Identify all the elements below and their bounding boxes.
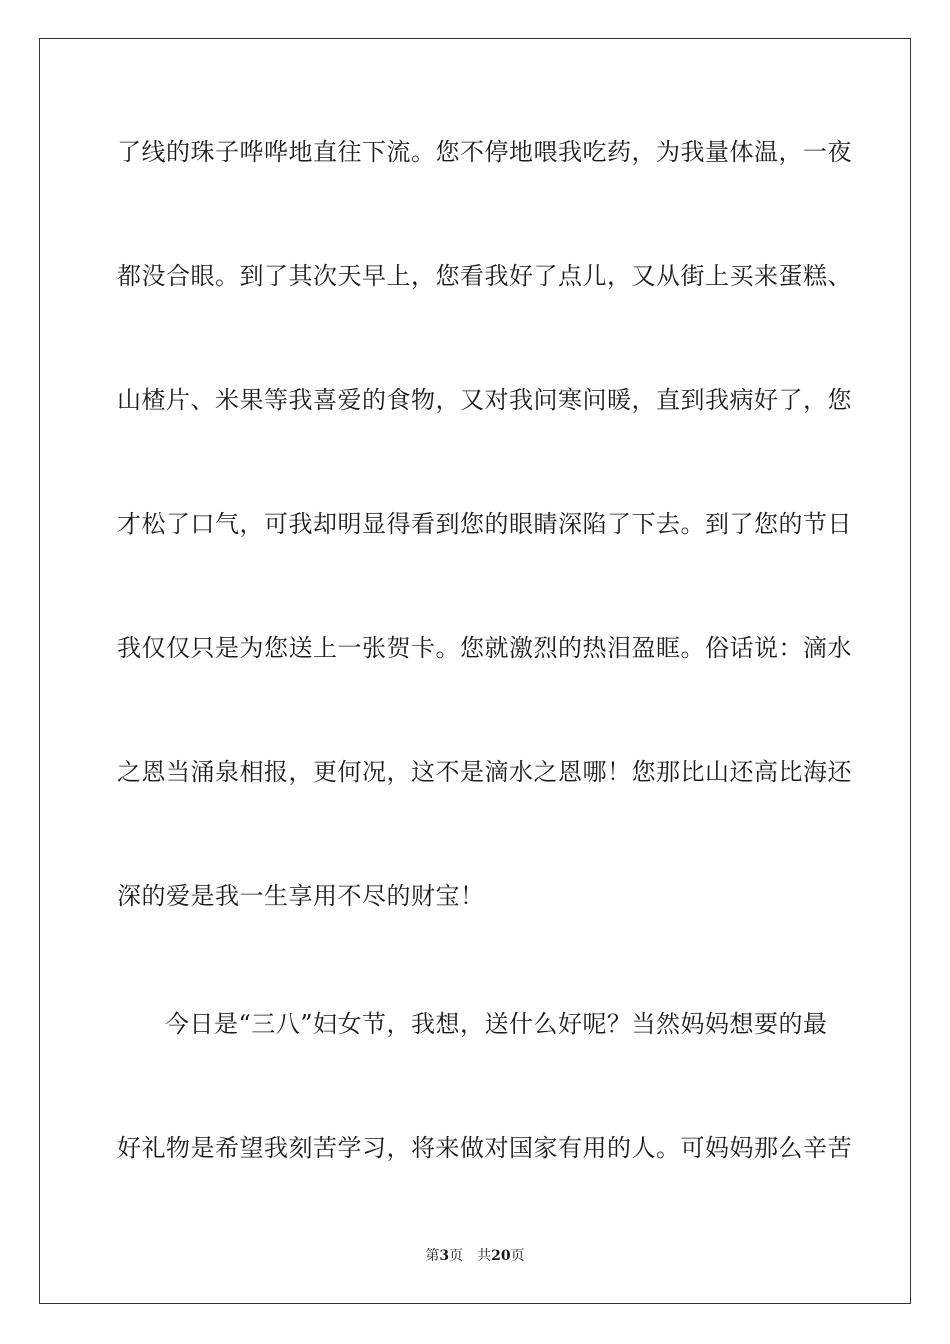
body-text-line-9: 好礼物是希望我刻苦学习，将来做对国家有用的人。可妈妈那么辛苦 [117,1134,852,1162]
body-text-line-2: 都没合眼。到了其次天早上，您看我好了点儿，又从街上买来蛋糕、 [117,262,852,290]
body-text-line-5: 我仅仅只是为您送上一张贺卡。您就激烈的热泪盈眶。俗话说：滴水 [117,634,852,662]
paragraph-indent-line: 今日是“三八”妇女节，我想，送什么好呢？当然妈妈想要的最 [165,1010,828,1038]
body-text-line-7: 深的爱是我一生享用不尽的财宝！ [117,882,485,910]
body-text-line-4: 才松了口气，可我却明显得看到您的眼睛深陷了下去。到了您的节日 [117,510,852,538]
body-text-line-3: 山楂片、米果等我喜爱的食物，又对我问寒问暖，直到我病好了，您 [117,386,852,414]
footer-page-current: 3 [439,1248,450,1264]
body-text-line-6: 之恩当涌泉相报，更何况，这不是滴水之恩哪！您那比山还高比海还 [117,758,852,786]
footer-page-total: 20 [491,1248,511,1264]
footer-total-prefix: 共 [477,1248,492,1264]
footer-page-prefix: 第 [425,1248,440,1264]
page-border [39,38,911,1304]
footer-total-suffix: 页 [510,1248,525,1264]
page-footer [0,1247,950,1265]
footer-page-suffix: 页 [449,1248,464,1264]
body-text-line-1: 了线的珠子哗哗地直往下流。您不停地喂我吃药，为我量体温，一夜 [117,138,852,166]
